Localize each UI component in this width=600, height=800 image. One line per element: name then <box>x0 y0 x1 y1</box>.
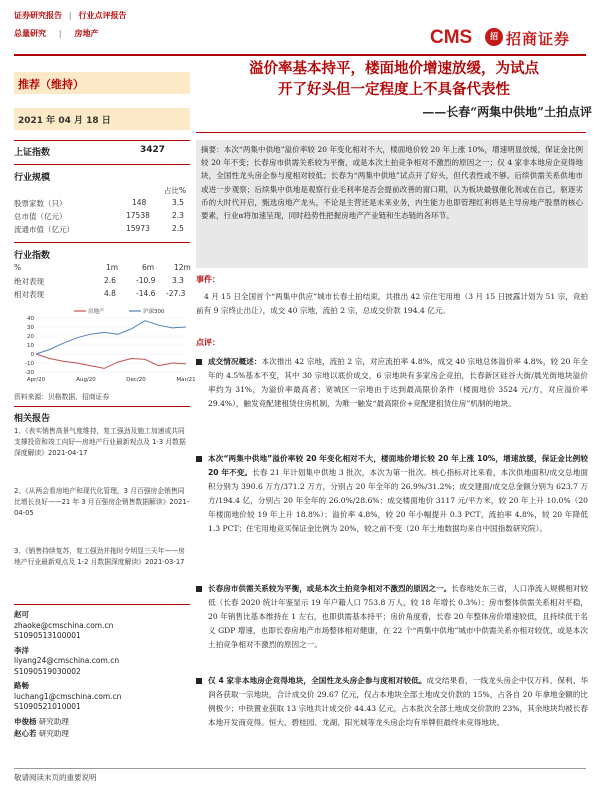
bullet-text: 成交结果看，一线龙头房企中仅万科、保利、华润各获取一宗地块，合计成交价 29.67 亿元，仅占本地块全部土地成交价款的 15%，占各自 20 年拿地金额的比例极少；中铁置业获取 13 宗地共计成交价 44.43 亿元，占本批次全部土地成交价款的 23%，其余地块均被长春本地开发商竞得。恒大、碧桂园、龙湖、阳光城等龙头房企均有举牌但最终未竞得地块。 <box>208 676 588 727</box>
date-box <box>14 108 190 130</box>
assistant-role: 研究助理 <box>38 729 69 738</box>
y-tick-label: -20 <box>25 370 34 376</box>
index-label: 上证指数 <box>14 148 51 158</box>
bullet-item <box>196 582 588 652</box>
title-line-1: 溢价率基本持平，楼面地价增速放缓，为试点 <box>249 60 539 77</box>
x-tick-label: Mar/21 <box>176 377 196 383</box>
row-name: 相对表现 <box>14 290 44 299</box>
performance-heading: 行业指数 <box>14 251 51 261</box>
report-type-label: 证券研究报告 <box>14 11 62 20</box>
bullet-text: 长春地处东三省，人口净流入规模相对较低（长春 2020 统计年鉴显示 19 年户籍人口 753.8 万人，较 18 年增长 0.3%）；房市整体供需关系相对平稳，20 年销售比基本维持在 1 左右，也即供需基本持平；房价角度看，长春 20 年整体房价增速较低，且持续低于名义 GDP 增速，也即长春房地产市场整体相对健康，在 22 个“两集中供地”城市中供需关系亦相对较优，或是本次土拍竞争相对不激烈的原因之一。 <box>208 584 588 649</box>
row-value: 4.8 <box>104 289 116 298</box>
comments-heading: 点评： <box>196 338 220 347</box>
y-tick-label: 30 <box>27 325 34 331</box>
assistant-role: 研究助理 <box>38 716 69 726</box>
logo-en: CMS <box>430 27 473 48</box>
assistant-name: 赵心若 <box>14 729 37 738</box>
report-subtype-label: 行业点评报告 <box>78 11 127 20</box>
section-divider <box>14 164 190 165</box>
legend-label: 房地产 <box>88 309 105 315</box>
bullet-item <box>196 452 588 536</box>
assistant-name: 申俊杨 <box>14 716 37 726</box>
title-line-2: 开了好头但一定程度上不具备代表性 <box>278 81 510 98</box>
bullet-text: 本次推出 42 宗地，流拍 2 宗，对应流拍率 4.8%，成交 40 宗地总体溢价率 4.8%，较 20 年全年的 4.5%基本不变，其中 30 宗地以底价成交，6 宗地块有多家房企竞拍，长春新区硅谷大街/晨光街地块溢价率约为 31%，为溢价率最高者；宽城区一宗地由于达到最高限价条件（楼面地价 3524 元/方，对应溢价率 29.4%），触发竞配建租赁住房机制，为唯一触发“最高限价+竞配建租赁住房”机制的地块。 <box>208 357 589 408</box>
row-value: 2.6 <box>104 276 116 285</box>
series-line <box>36 321 186 354</box>
section-divider <box>14 242 190 243</box>
rating-label: 推荐（维持） <box>18 78 84 91</box>
header-divider <box>14 54 586 56</box>
analyst-code: S1090513100001 <box>14 631 81 640</box>
x-tick-label: Dec/20 <box>126 377 146 383</box>
x-tick-label: Aug/20 <box>76 377 96 383</box>
related-report-link[interactable]: 1、《表实销售高景气度维持，复工强劲及施工加速或共同支撑投资和竣工向好—房地产行业最新观点及 1-3 月数据深度解读》2021-04-17 <box>14 427 186 457</box>
row-pct: 3.5 <box>172 198 184 207</box>
y-tick-label: 20 <box>27 334 34 340</box>
report-subtitle: ——长春“两集中供地”土拍点评 <box>422 105 592 119</box>
event-text: 4 月 15 日全国首个“两集中供应”城市长春土拍结束，共推出 42 宗住宅用地（3 月 15 日披露计划为 51 宗，竞拍前有 9 宗终止出让），成交 40 宗地，流拍 2 宗，总成交价款 194.4 亿元。 <box>196 292 588 315</box>
event-heading: 事件： <box>196 275 220 284</box>
report-title <box>196 58 592 100</box>
row-pct: 2.5 <box>172 224 184 233</box>
bullet-square-icon <box>196 586 202 592</box>
logo-badge-icon: 招 <box>485 28 503 46</box>
analyst-name: 赵可 <box>14 610 29 619</box>
row-value: 148 <box>132 198 147 207</box>
bullet-lead: 成交情况概述： <box>208 357 262 366</box>
perf-col: 6m <box>142 263 155 272</box>
analyst-email[interactable]: luchang1@cmschina.com.cn <box>14 691 122 701</box>
footer-note: 敬请阅读末页的重要说明 <box>14 773 97 782</box>
perf-col: 12m <box>174 263 191 272</box>
cms-logo <box>430 27 580 49</box>
report-date: 2021 年 04 月 18 日 <box>18 116 111 126</box>
source-note: 资料来源：贝格数据、招商证券 <box>14 393 110 401</box>
bullet-item <box>196 674 588 730</box>
legend-label: 沪深300 <box>143 309 165 315</box>
perf-col: % <box>14 263 22 272</box>
row-value: 17538 <box>126 211 150 220</box>
y-tick-label: 40 <box>27 316 34 322</box>
header-category: 总量研究 | 房地产 <box>14 29 99 38</box>
bullet-lead: 长春房市供需关系较为平衡，或是本次土拍竞争相对不激烈的原因之一。 <box>208 584 452 593</box>
row-value: -10.9 <box>136 276 156 285</box>
section-divider <box>14 140 190 141</box>
x-tick-label: Apr/20 <box>26 377 46 383</box>
row-value: 3.3 <box>172 276 184 285</box>
y-tick-label: -10 <box>25 361 34 367</box>
row-value: -27.3 <box>166 289 186 298</box>
analyst-email[interactable]: zhaoke@cmschina.com.cn <box>14 620 114 630</box>
row-name: 股票家数（只） <box>14 199 67 208</box>
y-tick-label: 0 <box>30 352 34 358</box>
series-line <box>36 354 186 368</box>
row-pct: 2.3 <box>172 211 184 220</box>
performance-chart <box>14 306 196 386</box>
row-name: 总市值（亿元） <box>14 212 67 221</box>
index-value: 3427 <box>140 145 166 155</box>
analyst-code: S1090519030002 <box>14 666 81 676</box>
perf-col: 1m <box>106 263 119 272</box>
bullet-lead: 仅 4 家非本地房企竞得地块，全国性龙头房企参与度相对较低。 <box>208 676 427 685</box>
y-tick-label: 10 <box>27 343 34 349</box>
row-name: 绝对表现 <box>14 277 44 286</box>
row-value: 15973 <box>126 224 150 233</box>
analyst-name: 李洋 <box>14 645 29 655</box>
industry-label: 房地产 <box>74 29 99 38</box>
section-divider <box>14 406 190 407</box>
rating-box <box>14 72 190 94</box>
logo-zh: 招商证券 <box>506 30 571 48</box>
bullet-lead: 本次“两集中供地”溢价率较 20 年变化相对不大，楼面地价增长较 20 年上涨 10%，增速放缓，保证金比例较 20 年不变。 <box>208 454 588 477</box>
industry-scale-heading: 行业规模 <box>14 173 51 183</box>
pct-header: 占比% <box>164 186 187 195</box>
category-label: 总量研究 <box>14 29 46 38</box>
row-name: 流通市值（亿元） <box>14 225 74 234</box>
analyst-email[interactable]: liyang24@cmschina.com.cn <box>14 656 120 665</box>
section-divider <box>14 604 190 605</box>
bullet-square-icon <box>196 359 202 365</box>
footer-divider <box>14 768 586 769</box>
abstract-text: 摘要：本次“两集中供地”溢价率较 20 年变化相对不大，楼面地价较 20 年上涨 10%，增速明显放缓，保证金比例较 20 年不变；长春房市供需关系较为平衡，或是本次土拍竞争相对不激烈的原因之一；仅 4 家非本地房企竞得地块，全国性龙头房企参与度相对较低；长春为“两集中供地”试点开了好头，但代表性或不够。后续供需关系供地市或进一步观察；后续集中供地是观察行业毛利率是否会提前改善的窗口期，认为板块最强催化剂或在自己，驱逐劣币的大时代开启，甄选房地产龙头，不论是主营还是未来业务，内生能力也即管理红利将是主导房地产股票的核心要素，行业α将加速呈现，同时趋势性把握房地产产业链和生态链的各环节。 <box>201 145 583 221</box>
related-heading: 相关报告 <box>14 414 51 424</box>
bullet-square-icon <box>196 456 202 462</box>
related-report-link[interactable]: 3、《销售持续复苏，复工强劲并拖时令明显三天年——房地产行业最新观点及 1-2 月数据深度解读》2021-03-17 <box>14 547 185 566</box>
related-report-link[interactable]: 2、《从两会看房地产和现代化管理，3 月百强房企销售同比增长良好——21 年 3 月百强房企销售数据解读》2021-04-05 <box>14 487 190 517</box>
header-report-type: 证券研究报告 | 行业点评报告 <box>14 11 127 20</box>
bullet-square-icon <box>196 678 202 684</box>
row-value: -14.6 <box>136 289 156 298</box>
bullet-item <box>196 355 588 411</box>
bullet-text: 长春 21 年计划集中供地 3 批次，本次为第一批次。核心指标对比来看，本次供地面积/成交总地面积分别为 390.6 万方/371.2 万方，分别占 20 年全年的 26.9%/31.2%；成交建面/成交总金额分别为 623.7 万方/194.4 亿，分别占 20 年全年的 26.0%/28.6%；成交楼面地价 3117 元/平方米，较 20 年上升 10.0%（20 年楼面地价较 19 年上升 18.8%）；溢价率 4.8%，较 20 年小幅提升 0.3 PCT，流拍率 4.8%，较 20 年降低 1.3 PCT；住宅用地竞买保证金比例为 20%，较之前不变（20 年土地数据均来自中国指数研究院）。 <box>208 468 589 533</box>
analyst-name: 路畅 <box>14 681 29 690</box>
analyst-code: S1090521010001 <box>14 702 81 711</box>
abstract-box <box>196 140 588 268</box>
title-divider <box>196 132 586 133</box>
analyst-block <box>14 610 190 740</box>
